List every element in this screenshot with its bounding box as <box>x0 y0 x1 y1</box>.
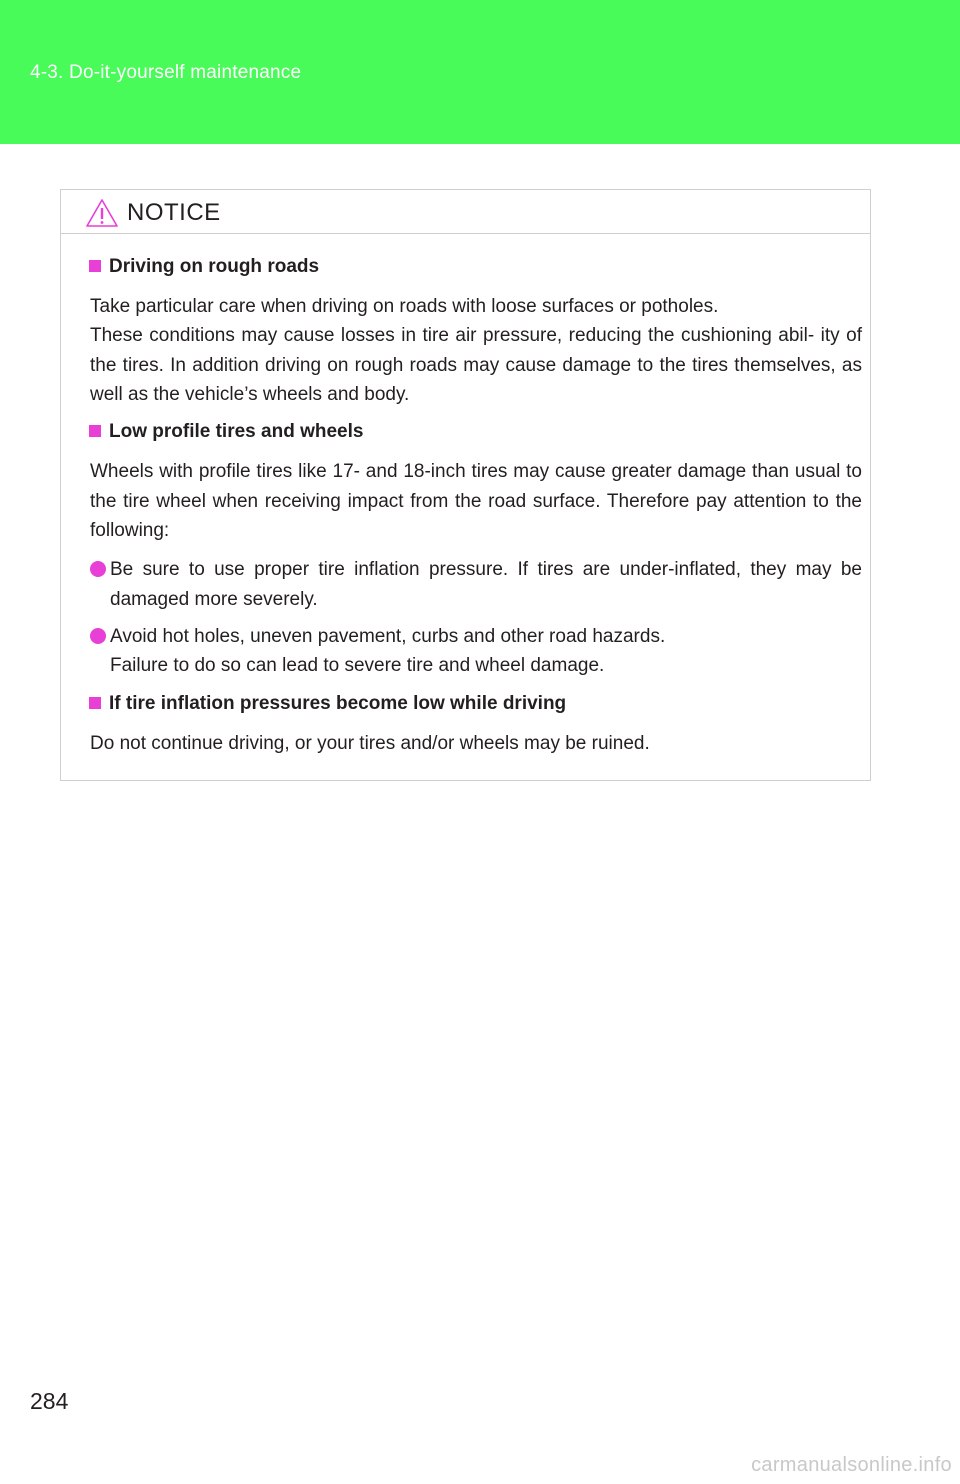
list-item: Be sure to use proper tire inflation pressure. If tires are under-inflated, they may be damaged more severely. <box>90 555 862 614</box>
header-band <box>0 0 960 144</box>
circle-bullet-icon <box>90 561 106 577</box>
paragraph: Wheels with profile tires like 17- and 18-inch tires may cause greater damage than usual to the tire wheel when receiving impact from the road surface. Therefore pay attention to the following: <box>90 461 862 541</box>
section-heading-low-profile: Low profile tires and wheels <box>89 421 363 443</box>
section-title: 4-3. Do-it-yourself maintenance <box>30 62 302 83</box>
notice-header <box>61 190 870 234</box>
notice-label: NOTICE <box>127 199 221 226</box>
square-bullet-icon <box>89 260 101 272</box>
notice-box <box>60 189 871 781</box>
square-bullet-icon <box>89 425 101 437</box>
paragraph: Take particular care when driving on roads with loose surfaces or potholes. <box>90 296 719 317</box>
section-heading-rough-roads: Driving on rough roads <box>89 256 319 278</box>
circle-bullet-icon <box>90 628 106 644</box>
paragraph: These conditions may cause losses in tire air pressure, reducing the cushioning abil- ity of the tires. In addition driving on rough roads may cause damage to the tires themselves, as well as the vehicle’s wheels and body. <box>90 325 862 405</box>
page-number: 284 <box>30 1388 69 1414</box>
section-heading-low-pressure: If tire inflation pressures become low while driving <box>89 693 566 715</box>
square-bullet-icon <box>89 697 101 709</box>
warning-triangle-icon <box>85 198 119 228</box>
list-item: Avoid hot holes, uneven pavement, curbs and other road hazards. <box>90 622 862 652</box>
paragraph: Failure to do so can lead to severe tire and wheel damage. <box>110 655 605 676</box>
paragraph: Do not continue driving, or your tires and/or wheels may be ruined. <box>90 733 650 754</box>
watermark: carmanualsonline.info <box>751 1454 952 1476</box>
